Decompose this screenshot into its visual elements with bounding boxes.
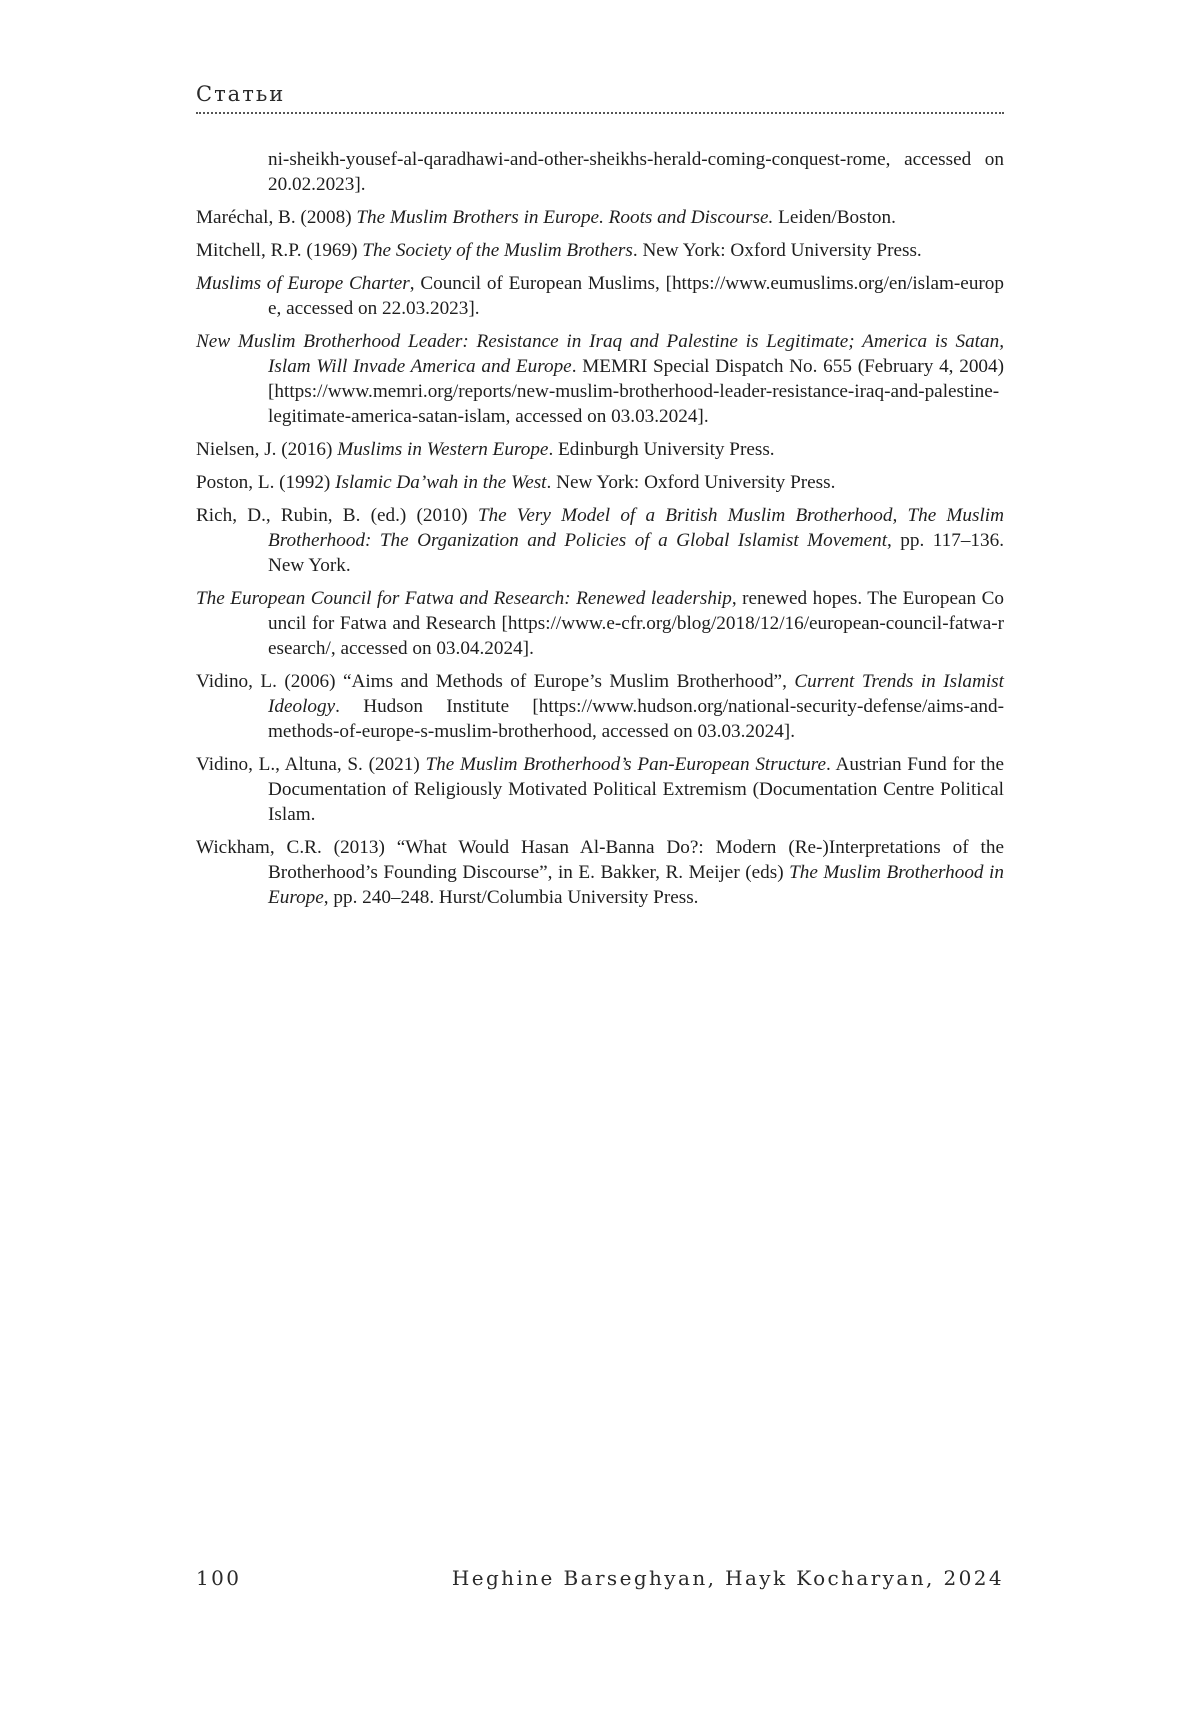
reference-list — [196, 147, 1004, 918]
reference-details: . Austrian Fund for the Documentation of Religiously Motivated Political Extremism (Documentation Centre Political Islam. — [268, 754, 1004, 825]
reference-details: . New York: Oxford University Press. — [546, 472, 836, 493]
reference-entry-vidino-altuna — [196, 752, 1004, 827]
reference-author: Nielsen, J. (2016) — [196, 439, 338, 460]
reference-details: , pp. 240–248. Hurst/Columbia University Press. — [323, 887, 699, 908]
reference-title: Islamic Da’wah in the West — [335, 472, 547, 493]
reference-details: . Hudson Institute [https://www.hudson.org/national-security-defense/aims-and-methods-of-europe-s-muslim-brotherhood, accessed on 03.03.2024]. — [268, 696, 1004, 742]
reference-details: , renewed hopes. The European Council for Fatwa and Research [https://www.e-cfr.org/blog/2018/12/16/european-council-fatwa-research/, accessed on 03.04.2024]. — [268, 588, 1005, 659]
reference-entry-nielsen — [196, 437, 1004, 462]
reference-entry-poston — [196, 470, 1004, 495]
reference-details: . Edinburgh University Press. — [548, 439, 775, 460]
reference-entry-mitchell — [196, 238, 1004, 263]
reference-author: Poston, L. (1992) — [196, 472, 336, 493]
reference-title: New Muslim Brotherhood Leader: Resistance in Iraq and Palestine is Legitimate; America is Satan, Islam Will Invade America and Europe — [196, 331, 1004, 377]
reference-title: The Very Model of a British Muslim Brotherhood, The Muslim Brotherhood: The Organization and Policies of a Global Islamist Movement — [268, 505, 1004, 551]
reference-title: Muslims of Europe Charter — [196, 273, 410, 294]
reference-entry-wickham — [196, 835, 1004, 910]
reference-author: Vidino, L. (2006) “Aims and Methods of Europe’s Muslim Brotherhood”, — [196, 671, 795, 692]
reference-title: The Muslim Brotherhood in Europe — [268, 862, 1004, 908]
reference-author: Rich, D., Rubin, B. (ed.) (2010) — [196, 505, 478, 526]
reference-title: Muslims in Western Europe — [337, 439, 549, 460]
reference-author: Wickham, C.R. (2013) “What Would Hasan Al-Banna Do?: Modern (Re-)Interpretations of the Brotherhood’s Founding Discourse”, in E. Bakker, R. Meijer (eds) — [196, 837, 1004, 883]
reference-entry-memri — [196, 329, 1004, 429]
reference-title: The European Council for Fatwa and Research: Renewed leadership — [196, 588, 732, 609]
reference-author: Vidino, L., Altuna, S. (2021) — [196, 754, 426, 775]
reference-details: , pp. 117–136. New York. — [268, 530, 1004, 576]
reference-title: The Muslim Brotherhood’s Pan-European Structure — [425, 754, 827, 775]
reference-entry-marechal — [196, 205, 1004, 230]
reference-title: Current Trends in Islamist Ideology — [268, 671, 1004, 717]
reference-details: Leiden/Boston. — [773, 207, 896, 228]
header-dotted-rule — [196, 112, 1004, 114]
reference-author: Mitchell, R.P. (1969) — [196, 240, 363, 261]
reference-entry-muslims-europe-charter — [196, 271, 1004, 321]
reference-entry-rich-rubin — [196, 503, 1004, 578]
footer-credit: Heghine Barseghyan, Hayk Kocharyan, 2024 — [451, 1566, 1004, 1590]
reference-details: , Council of European Muslims, [https://www.eumuslims.org/en/islam-europe, accessed on 22.03.2023]. — [268, 273, 1004, 319]
reference-author: Maréchal, B. (2008) — [196, 207, 357, 228]
reference-text: ni-sheikh-yousef-al-qaradhawi-and-other-sheikhs-herald-coming-conquest-rome, accessed on 20.02.2023]. — [268, 149, 1004, 195]
reference-entry-vidino-2006 — [196, 669, 1004, 744]
reference-title: The Society of the Muslim Brothers — [362, 240, 633, 261]
running-head: Статьи — [196, 82, 286, 106]
reference-details: . MEMRI Special Dispatch No. 655 (February 4, 2004) [https://www.memri.org/reports/new-muslim-brotherhood-leader-resistance-iraq-and-palestine-legitimate-america-satan-islam, accessed on 03.03.2024]. — [268, 356, 1004, 427]
reference-details: . New York: Oxford University Press. — [632, 240, 922, 261]
page-number: 100 — [196, 1566, 242, 1590]
reference-entry-ecfr — [196, 586, 1004, 661]
reference-entry-continued — [196, 147, 1004, 197]
reference-title: The Muslim Brothers in Europe. Roots and Discourse. — [356, 207, 774, 228]
